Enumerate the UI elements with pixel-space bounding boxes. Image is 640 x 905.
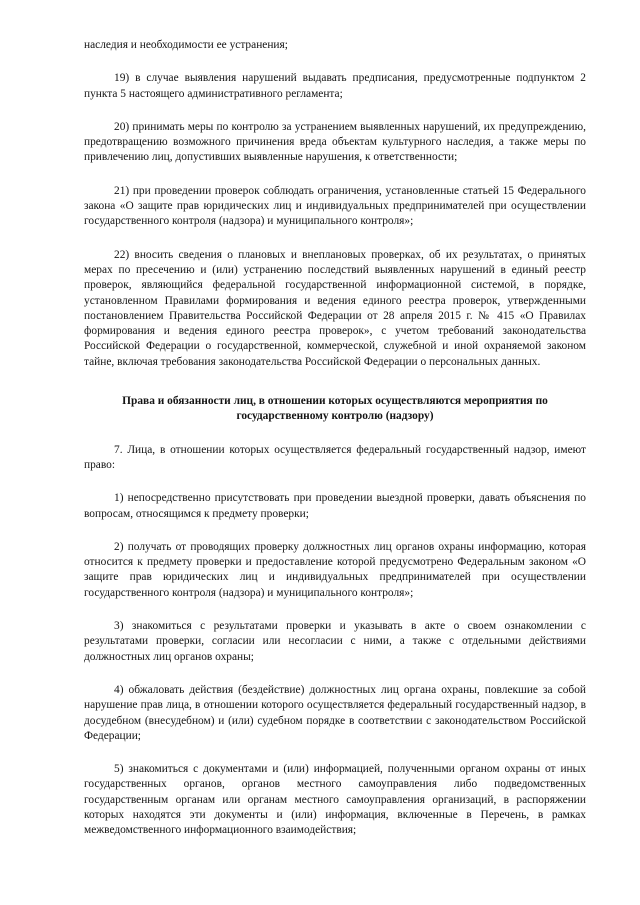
paragraph-continuation: наследия и необходимости ее устранения; bbox=[84, 39, 288, 51]
paragraph-clause-7: 7. Лица, в отношении которых осуществляется федеральный государственный надзор, имеют право: bbox=[84, 443, 586, 471]
section-heading: Права и обязанности лиц, в отношении которых осуществляются мероприятия по государственному контролю (надзору) bbox=[122, 395, 548, 423]
paragraph-right-3: 3) знакомиться с результатами проверки и указывать в акте о своем ознакомлении с результатами проверки, согласии или несогласии с ними, а также с отдельными действиями должностных лиц органов охраны; bbox=[84, 620, 586, 663]
paragraph-item-19: 19) в случае выявления нарушений выдавать предписания, предусмотренные подпунктом 2 пункта 5 настоящего административного регламента; bbox=[84, 72, 586, 100]
paragraph-item-21: 21) при проведении проверок соблюдать ограничения, установленные статьей 15 Федерального закона «О защите прав юридических лиц и индивидуальных предпринимателей при осуществлении государственного контроля (надзора) и муниципального контроля»; bbox=[84, 184, 586, 228]
paragraph-right-2: 2) получать от проводящих проверку должностных лиц органов охраны информацию, которая относится к предмету проверки и предоставление которой предусмотрено Федеральным законом «О защите прав юридических лиц и индивидуальных предпринимателей при осуществлении государственного контроля (надзора) и муниципального контроля»; bbox=[84, 540, 586, 599]
paragraph-item-20: 20) принимать меры по контролю за устранением выявленных нарушений, их предупреждению, предотвращению возможного причинения вреда объектам культурного наследия, а также меры по привлечению лиц, допустивших выявленные нарушения, к ответственности; bbox=[84, 120, 586, 164]
paragraph-item-22: 22) вносить сведения о плановых и внеплановых проверках, об их результатах, о принятых мерах по пресечению и (или) устранению последствий выявленных нарушений в единый реестр проверок, являющийся федеральной государственной информационной системой, в порядке, установленном Правилами формирования и ведения единого реестра проверок, утвержденными постановлением Правительства Российской Федерации от 28 апреля 2015 г. № 415 «О Правилах формирования и ведения единого реестра проверок», с учетом требований законодательства Российской Федерации о государственной, коммерческой, служебной и иной охраняемой законом тайне, включая требования законодательства Российской Федерации о персональных данных. bbox=[84, 248, 586, 368]
paragraph-right-4: 4) обжаловать действия (бездействие) должностных лиц органа охраны, повлекшие за собой нарушение прав лица, в отношении которого осуществляется федеральный государственный надзор, в досудебном (внесудебном) и (или) судебном порядке в соответствии с законодательством Российской Федерации; bbox=[84, 683, 586, 742]
paragraph-right-1: 1) непосредственно присутствовать при проведении выездной проверки, давать объяснения по вопросам, относящимся к предмету проверки; bbox=[84, 492, 586, 520]
paragraph-right-5: 5) знакомиться с документами и (или) информацией, полученными органом охраны от иных государственных органов, органов местного самоуправления либо подведомственных государственным органам или органам местного самоуправления организаций, в распоряжении которых находятся эти документы и (или) информация, включенные в Перечень, в рамках межведомственного информационного взаимодействия; bbox=[84, 763, 586, 837]
